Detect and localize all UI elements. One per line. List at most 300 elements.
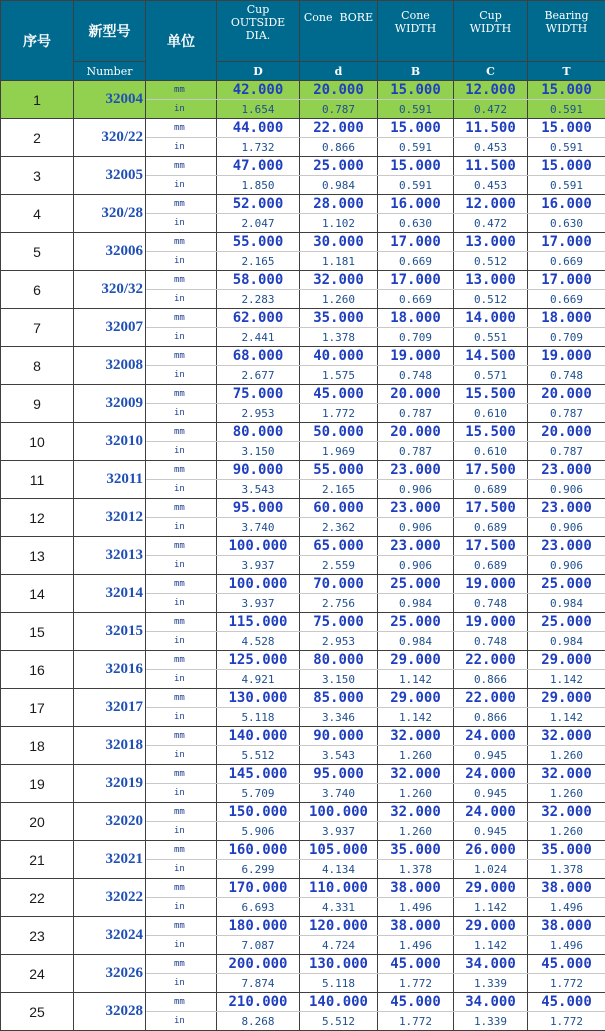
header-D-line: Cup [217, 3, 299, 16]
value-D-mm: 145.000 [217, 765, 300, 784]
value-d-in: 0.984 [300, 176, 378, 195]
value-T-in: 0.984 [528, 632, 605, 651]
header-D [217, 1, 300, 62]
value-C-mm: 13.000 [454, 271, 528, 290]
value-D-in: 4.921 [217, 670, 300, 689]
unit-in-label: in [146, 670, 217, 689]
value-C-in: 0.748 [454, 632, 528, 651]
row-index: 24 [1, 955, 74, 993]
value-d-mm: 28.000 [300, 195, 378, 214]
value-T-in: 1.260 [528, 822, 605, 841]
value-T-mm: 23.000 [528, 499, 605, 518]
value-T-in: 1.496 [528, 936, 605, 955]
value-B-mm: 32.000 [378, 727, 454, 746]
value-B-in: 0.669 [378, 290, 454, 309]
value-D-in: 2.165 [217, 252, 300, 271]
value-d-in: 2.165 [300, 480, 378, 499]
value-T-in: 1.378 [528, 860, 605, 879]
value-D-in: 7.087 [217, 936, 300, 955]
value-C-mm: 29.000 [454, 879, 528, 898]
value-d-in: 1.102 [300, 214, 378, 233]
value-T-mm: 29.000 [528, 651, 605, 670]
value-B-in: 1.496 [378, 898, 454, 917]
symbol-T: T [562, 65, 570, 78]
row-index: 16 [1, 651, 74, 689]
value-C-in: 0.945 [454, 822, 528, 841]
unit-in-label: in [146, 860, 217, 879]
value-C-mm: 12.000 [454, 81, 528, 100]
value-B-in: 0.669 [378, 252, 454, 271]
value-D-in: 2.047 [217, 214, 300, 233]
value-d-mm: 95.000 [300, 765, 378, 784]
unit-mm-label: mm [146, 461, 217, 480]
symbol-D: D [253, 65, 263, 78]
value-D-mm: 44.000 [217, 119, 300, 138]
row-index: 18 [1, 727, 74, 765]
unit-mm-label: mm [146, 575, 217, 594]
value-C-mm: 14.000 [454, 309, 528, 328]
symbol-C: C [486, 65, 495, 78]
value-D-mm: 170.000 [217, 879, 300, 898]
unit-in-label: in [146, 556, 217, 575]
value-C-mm: 34.000 [454, 993, 528, 1012]
value-T-mm: 19.000 [528, 347, 605, 366]
value-B-mm: 38.000 [378, 917, 454, 936]
value-T-mm: 29.000 [528, 689, 605, 708]
value-T-mm: 23.000 [528, 461, 605, 480]
value-d-mm: 65.000 [300, 537, 378, 556]
row-index: 22 [1, 879, 74, 917]
value-B-mm: 15.000 [378, 81, 454, 100]
unit-mm-label: mm [146, 81, 217, 100]
value-D-in: 8.268 [217, 1012, 300, 1031]
value-D-in: 3.150 [217, 442, 300, 461]
table-header [1, 1, 605, 81]
value-C-in: 0.610 [454, 442, 528, 461]
header-index [1, 1, 74, 81]
value-B-mm: 23.000 [378, 537, 454, 556]
unit-mm-label: mm [146, 841, 217, 860]
value-C-in: 0.945 [454, 784, 528, 803]
row-model-number: 320/22 [74, 119, 146, 157]
value-B-in: 0.709 [378, 328, 454, 347]
value-D-in: 3.740 [217, 518, 300, 537]
value-C-mm: 13.000 [454, 233, 528, 252]
value-d-mm: 40.000 [300, 347, 378, 366]
unit-in-label: in [146, 290, 217, 309]
value-d-in: 0.787 [300, 100, 378, 119]
row-model-number: 32020 [74, 803, 146, 841]
value-B-in: 1.496 [378, 936, 454, 955]
value-T-mm: 38.000 [528, 879, 605, 898]
table-row-mm [1, 461, 605, 480]
header-d-line: Cone BORE [300, 11, 377, 24]
value-T-in: 0.748 [528, 366, 605, 385]
value-B-mm: 29.000 [378, 689, 454, 708]
value-d-mm: 110.000 [300, 879, 378, 898]
header-D-line: OUTSIDE [217, 16, 299, 29]
row-model-number: 32018 [74, 727, 146, 765]
value-B-mm: 25.000 [378, 613, 454, 632]
table-row-mm [1, 841, 605, 860]
value-T-mm: 20.000 [528, 423, 605, 442]
row-index: 11 [1, 461, 74, 499]
row-model-number: 32019 [74, 765, 146, 803]
value-d-in: 0.866 [300, 138, 378, 157]
value-d-mm: 20.000 [300, 81, 378, 100]
value-B-mm: 45.000 [378, 955, 454, 974]
value-T-mm: 32.000 [528, 765, 605, 784]
value-D-mm: 80.000 [217, 423, 300, 442]
row-model-number: 320/32 [74, 271, 146, 309]
value-T-in: 0.669 [528, 252, 605, 271]
row-index: 13 [1, 537, 74, 575]
value-T-in: 0.906 [528, 480, 605, 499]
row-index: 10 [1, 423, 74, 461]
unit-mm-label: mm [146, 917, 217, 936]
value-C-mm: 17.500 [454, 499, 528, 518]
value-B-in: 1.260 [378, 822, 454, 841]
row-model-number: 32007 [74, 309, 146, 347]
value-d-mm: 75.000 [300, 613, 378, 632]
value-d-in: 5.512 [300, 1012, 378, 1031]
value-d-mm: 120.000 [300, 917, 378, 936]
value-B-in: 0.787 [378, 442, 454, 461]
value-C-mm: 11.500 [454, 119, 528, 138]
row-index: 2 [1, 119, 74, 157]
table-row-mm [1, 119, 605, 138]
value-D-mm: 140.000 [217, 727, 300, 746]
row-index: 4 [1, 195, 74, 233]
row-model-number: 32016 [74, 651, 146, 689]
header-model [74, 1, 146, 62]
value-B-in: 1.378 [378, 860, 454, 879]
unit-in-label: in [146, 746, 217, 765]
value-B-in: 0.906 [378, 556, 454, 575]
value-C-mm: 22.000 [454, 651, 528, 670]
value-B-in: 1.772 [378, 1012, 454, 1031]
unit-in-label: in [146, 404, 217, 423]
value-C-in: 0.866 [454, 708, 528, 727]
value-B-in: 1.772 [378, 974, 454, 993]
header-d-symbol [300, 62, 378, 81]
row-index: 12 [1, 499, 74, 537]
value-B-in: 0.748 [378, 366, 454, 385]
table-row-mm [1, 537, 605, 556]
value-d-mm: 90.000 [300, 727, 378, 746]
value-d-in: 2.362 [300, 518, 378, 537]
value-B-mm: 18.000 [378, 309, 454, 328]
value-d-mm: 80.000 [300, 651, 378, 670]
header-T-line: WIDTH [528, 22, 605, 35]
header-unit [146, 1, 217, 81]
value-d-mm: 140.000 [300, 993, 378, 1012]
unit-mm-label: mm [146, 613, 217, 632]
value-d-mm: 60.000 [300, 499, 378, 518]
table-row-mm [1, 347, 605, 366]
row-index: 17 [1, 689, 74, 727]
unit-in-label: in [146, 974, 217, 993]
table-row-mm [1, 993, 605, 1012]
unit-in-label: in [146, 898, 217, 917]
header-C-line: WIDTH [454, 22, 527, 35]
row-index: 7 [1, 309, 74, 347]
value-D-mm: 58.000 [217, 271, 300, 290]
value-B-in: 0.630 [378, 214, 454, 233]
value-d-mm: 32.000 [300, 271, 378, 290]
value-B-in: 1.142 [378, 708, 454, 727]
value-T-mm: 17.000 [528, 233, 605, 252]
value-d-in: 3.543 [300, 746, 378, 765]
value-d-in: 1.378 [300, 328, 378, 347]
value-d-mm: 45.000 [300, 385, 378, 404]
value-B-mm: 16.000 [378, 195, 454, 214]
value-T-mm: 25.000 [528, 575, 605, 594]
value-d-mm: 35.000 [300, 309, 378, 328]
row-index: 19 [1, 765, 74, 803]
table-row-mm [1, 879, 605, 898]
unit-mm-label: mm [146, 271, 217, 290]
unit-in-label: in [146, 1012, 217, 1031]
unit-mm-label: mm [146, 955, 217, 974]
unit-mm-label: mm [146, 309, 217, 328]
value-B-in: 0.984 [378, 632, 454, 651]
unit-in-label: in [146, 708, 217, 727]
value-d-in: 3.150 [300, 670, 378, 689]
value-d-in: 4.331 [300, 898, 378, 917]
value-C-in: 1.339 [454, 1012, 528, 1031]
unit-mm-label: mm [146, 651, 217, 670]
value-D-in: 2.953 [217, 404, 300, 423]
value-B-in: 1.142 [378, 670, 454, 689]
value-C-mm: 24.000 [454, 803, 528, 822]
table-row-mm [1, 689, 605, 708]
value-d-mm: 105.000 [300, 841, 378, 860]
value-B-mm: 32.000 [378, 765, 454, 784]
value-d-mm: 70.000 [300, 575, 378, 594]
unit-in-label: in [146, 100, 217, 119]
value-B-mm: 20.000 [378, 385, 454, 404]
value-T-in: 0.787 [528, 442, 605, 461]
value-D-mm: 125.000 [217, 651, 300, 670]
value-B-in: 0.591 [378, 176, 454, 195]
row-model-number: 32009 [74, 385, 146, 423]
value-D-in: 5.906 [217, 822, 300, 841]
value-D-mm: 47.000 [217, 157, 300, 176]
value-C-mm: 22.000 [454, 689, 528, 708]
row-model-number: 32012 [74, 499, 146, 537]
value-B-in: 0.906 [378, 480, 454, 499]
value-T-in: 0.709 [528, 328, 605, 347]
table-body [1, 81, 605, 1031]
value-D-in: 2.283 [217, 290, 300, 309]
value-d-in: 1.260 [300, 290, 378, 309]
unit-in-label: in [146, 252, 217, 271]
symbol-B: B [411, 65, 420, 78]
value-C-in: 1.142 [454, 898, 528, 917]
header-C-line: Cup [454, 9, 527, 22]
header-B [378, 1, 454, 62]
value-d-mm: 25.000 [300, 157, 378, 176]
header-T-line: Bearing [528, 9, 605, 22]
value-d-in: 3.740 [300, 784, 378, 803]
table-row-mm [1, 575, 605, 594]
value-T-in: 0.630 [528, 214, 605, 233]
header-B-line: WIDTH [378, 22, 453, 35]
value-d-mm: 85.000 [300, 689, 378, 708]
value-T-mm: 38.000 [528, 917, 605, 936]
value-C-in: 1.142 [454, 936, 528, 955]
unit-mm-label: mm [146, 803, 217, 822]
header-model-en-label: Number [87, 65, 133, 78]
value-C-mm: 19.000 [454, 613, 528, 632]
value-C-in: 0.472 [454, 214, 528, 233]
value-C-mm: 26.000 [454, 841, 528, 860]
value-D-in: 1.732 [217, 138, 300, 157]
unit-in-label: in [146, 176, 217, 195]
header-unit-label: 单位 [167, 33, 195, 49]
value-d-in: 1.575 [300, 366, 378, 385]
unit-mm-label: mm [146, 765, 217, 784]
table-row-mm [1, 765, 605, 784]
unit-mm-label: mm [146, 385, 217, 404]
header-B-symbol [378, 62, 454, 81]
header-T [528, 1, 605, 62]
row-model-number: 32013 [74, 537, 146, 575]
unit-in-label: in [146, 594, 217, 613]
value-T-mm: 45.000 [528, 955, 605, 974]
value-B-mm: 19.000 [378, 347, 454, 366]
value-C-in: 0.748 [454, 594, 528, 613]
table-row-mm [1, 271, 605, 290]
header-model-cn-label: 新型号 [89, 23, 131, 39]
value-T-mm: 32.000 [528, 803, 605, 822]
row-model-number: 32026 [74, 955, 146, 993]
unit-mm-label: mm [146, 347, 217, 366]
value-D-in: 5.512 [217, 746, 300, 765]
value-d-in: 1.772 [300, 404, 378, 423]
header-B-line: Cone [378, 9, 453, 22]
value-C-in: 0.551 [454, 328, 528, 347]
unit-mm-label: mm [146, 537, 217, 556]
header-T-symbol [528, 62, 605, 81]
value-C-in: 0.512 [454, 290, 528, 309]
value-C-mm: 12.000 [454, 195, 528, 214]
value-C-in: 0.689 [454, 518, 528, 537]
value-C-in: 0.945 [454, 746, 528, 765]
value-d-in: 3.346 [300, 708, 378, 727]
value-D-mm: 160.000 [217, 841, 300, 860]
value-C-mm: 34.000 [454, 955, 528, 974]
value-T-mm: 32.000 [528, 727, 605, 746]
table-row-mm [1, 233, 605, 252]
value-T-mm: 15.000 [528, 81, 605, 100]
value-C-in: 0.689 [454, 480, 528, 499]
value-C-in: 0.571 [454, 366, 528, 385]
value-C-in: 1.339 [454, 974, 528, 993]
value-T-in: 0.669 [528, 290, 605, 309]
unit-in-label: in [146, 480, 217, 499]
row-model-number: 32017 [74, 689, 146, 727]
unit-in-label: in [146, 214, 217, 233]
value-T-mm: 16.000 [528, 195, 605, 214]
value-B-mm: 15.000 [378, 157, 454, 176]
unit-in-label: in [146, 822, 217, 841]
row-index: 8 [1, 347, 74, 385]
value-D-mm: 75.000 [217, 385, 300, 404]
value-B-mm: 17.000 [378, 233, 454, 252]
header-C [454, 1, 528, 62]
value-d-in: 2.756 [300, 594, 378, 613]
unit-mm-label: mm [146, 195, 217, 214]
row-index: 23 [1, 917, 74, 955]
value-D-mm: 150.000 [217, 803, 300, 822]
row-index: 1 [1, 81, 74, 119]
value-B-in: 0.591 [378, 138, 454, 157]
value-T-mm: 15.000 [528, 157, 605, 176]
table-row-mm [1, 81, 605, 100]
row-model-number: 32011 [74, 461, 146, 499]
value-T-in: 1.142 [528, 708, 605, 727]
value-C-mm: 24.000 [454, 765, 528, 784]
row-model-number: 32004 [74, 81, 146, 119]
value-T-in: 1.142 [528, 670, 605, 689]
value-d-in: 3.937 [300, 822, 378, 841]
row-model-number: 32015 [74, 613, 146, 651]
header-model-en [74, 62, 146, 81]
value-D-in: 4.528 [217, 632, 300, 651]
unit-in-label: in [146, 366, 217, 385]
value-C-mm: 17.500 [454, 537, 528, 556]
value-D-in: 2.441 [217, 328, 300, 347]
unit-mm-label: mm [146, 423, 217, 442]
value-C-in: 1.024 [454, 860, 528, 879]
value-B-mm: 32.000 [378, 803, 454, 822]
value-D-mm: 95.000 [217, 499, 300, 518]
value-d-mm: 50.000 [300, 423, 378, 442]
unit-in-label: in [146, 784, 217, 803]
value-C-in: 0.866 [454, 670, 528, 689]
unit-mm-label: mm [146, 879, 217, 898]
table-row-mm [1, 613, 605, 632]
value-T-mm: 18.000 [528, 309, 605, 328]
value-T-in: 1.772 [528, 974, 605, 993]
value-B-in: 0.906 [378, 518, 454, 537]
row-index: 20 [1, 803, 74, 841]
row-index: 14 [1, 575, 74, 613]
unit-in-label: in [146, 328, 217, 347]
value-D-in: 3.937 [217, 556, 300, 575]
value-B-mm: 35.000 [378, 841, 454, 860]
header-index-label: 序号 [23, 33, 51, 49]
value-D-mm: 42.000 [217, 81, 300, 100]
value-C-in: 0.610 [454, 404, 528, 423]
table-row-mm [1, 423, 605, 442]
value-D-mm: 100.000 [217, 537, 300, 556]
value-C-mm: 14.500 [454, 347, 528, 366]
table-row-mm [1, 195, 605, 214]
value-T-in: 0.591 [528, 100, 605, 119]
value-d-mm: 100.000 [300, 803, 378, 822]
value-C-in: 0.689 [454, 556, 528, 575]
value-D-mm: 180.000 [217, 917, 300, 936]
table-row-mm [1, 803, 605, 822]
symbol-d: d [335, 65, 343, 78]
row-index: 15 [1, 613, 74, 651]
value-T-mm: 35.000 [528, 841, 605, 860]
value-T-mm: 15.000 [528, 119, 605, 138]
row-model-number: 32010 [74, 423, 146, 461]
